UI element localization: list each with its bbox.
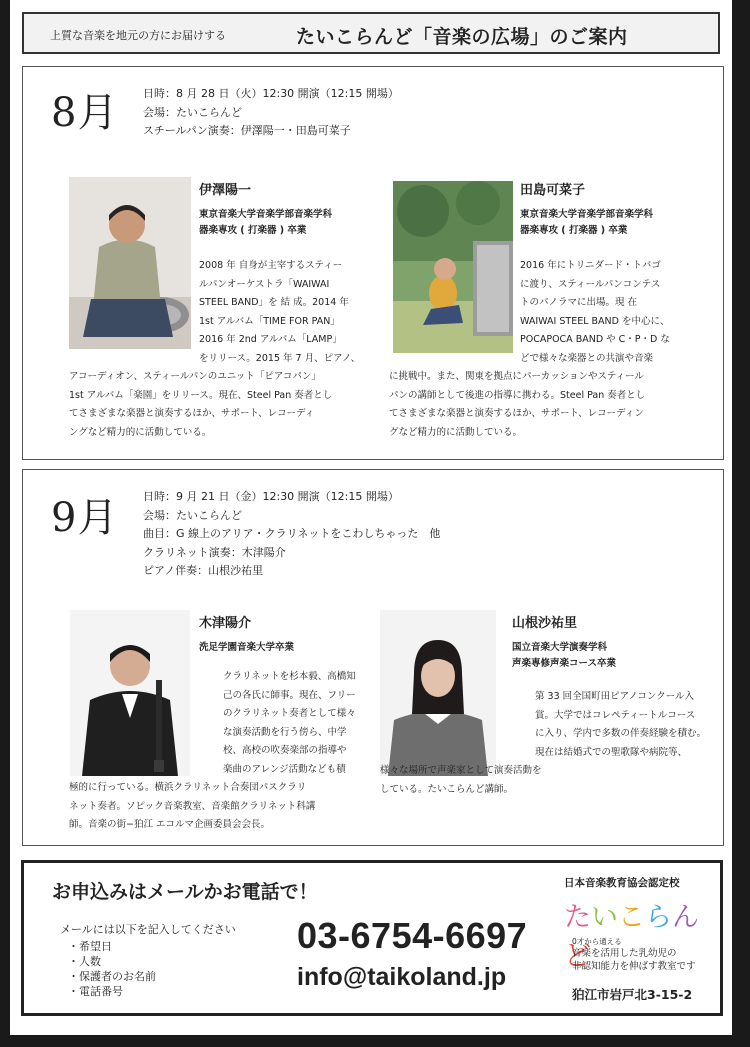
- affiliation-line: 声楽専修声楽コース卒業: [512, 658, 617, 669]
- performer-photo: [380, 610, 496, 776]
- flyer-header: [22, 12, 720, 54]
- bio-line: トのパノラマに出場。現 在: [520, 297, 638, 308]
- bio-line: ネット奏者。ソピック音楽教室、音楽館クラリネット科講: [69, 800, 316, 812]
- bio-line: 1st アルバム「楽園」をリリース。現在、Steel Pan 奏者とし: [69, 389, 333, 401]
- september-section: [22, 469, 724, 846]
- bio-line: グなど精力的に活動している。: [389, 426, 523, 438]
- list-item: ・電話番号: [68, 985, 123, 998]
- logo-char: た: [564, 902, 591, 933]
- event-info: [143, 488, 440, 581]
- logo-char: ら: [645, 902, 672, 933]
- tagline-line: 音楽を活用した乳幼児の: [572, 948, 677, 959]
- affiliation-line: 器楽専攻 ( 打楽器 ) 卒業: [199, 225, 307, 236]
- event-piano: ピアノ伴奏：山根沙祐里: [143, 564, 264, 577]
- bio-line: 2008 年 自身が主宰するスティー: [199, 260, 343, 271]
- bio-line: パンの講師として後進の指導に携わる。Steel Pan 奏者とし: [389, 389, 646, 401]
- month-heading: 8月: [51, 90, 119, 136]
- performer-affiliation: [512, 640, 616, 672]
- school-address: 狛江市岩戸北3-15-2: [572, 987, 693, 1002]
- bio-line: 2016 年にトリニダード・トバゴ: [520, 260, 661, 271]
- performer-bio-continued: [389, 368, 645, 442]
- performer-name: 山根沙祐里: [512, 616, 578, 631]
- month-heading: 9月: [51, 495, 119, 541]
- bio-line: STEEL BAND」を 結 成。2014 年: [199, 297, 349, 308]
- bio-line: している。たいこらんど講師。: [380, 783, 514, 795]
- email-address[interactable]: info@taikoland.jp: [297, 963, 507, 991]
- event-venue: 会場：たいこらんど: [143, 105, 242, 119]
- list-item: ・保護者のお名前: [68, 970, 156, 983]
- affiliation-line: 洗足学園音楽大学卒業: [199, 642, 295, 653]
- performer-bio-continued: [69, 368, 332, 442]
- logo-char: ん: [672, 902, 699, 933]
- bio-line: 校、高校の吹奏楽部の指導や: [223, 745, 347, 756]
- event-performers: スチールパン演奏：伊澤陽一・田島可菜子: [143, 124, 351, 137]
- affiliation-line: 東京音楽大学音楽学部音楽学科: [199, 209, 333, 220]
- bio-line: 師。音楽の街−狛江 エコルマ企画委員会会長。: [69, 819, 270, 830]
- bio-line: アコーディオン、スティールパンのユニット「ピアコパン」: [69, 371, 321, 382]
- performer-bio: [520, 257, 670, 368]
- performer-bio: [223, 668, 356, 779]
- performer-name: 伊澤陽一: [199, 183, 252, 198]
- logo-char: い: [591, 902, 618, 933]
- bio-line: に入り、学内で多数の伴奏経験を積む。: [535, 728, 707, 739]
- bio-line: に挑戦中。また、関東を拠点にパーカッションやスティール: [389, 371, 644, 382]
- bio-line: 己の各氏に師事。現在、フリー: [223, 689, 356, 701]
- bio-line: 2016 年 2nd アルバム「LAMP」: [199, 334, 342, 345]
- header-tagline: 上質な音楽を地元の方にお届けする: [50, 29, 226, 42]
- performer-bio: [199, 257, 360, 368]
- header-title: たいこらんど「音楽の広場」のご案内: [296, 26, 628, 48]
- bio-line: に渡り、スティールパンコンテス: [520, 278, 661, 290]
- bio-line: 楽曲のアレンジ活動なども積: [223, 763, 346, 775]
- event-date: 日時：9 月 21 日（金）12:30 開演（12:15 開場）: [143, 490, 399, 503]
- performer-bio: [535, 688, 706, 762]
- bio-line: どで様々な楽器との共演や音楽: [520, 352, 654, 364]
- bio-line: WAIWAI STEEL BAND を中心に、: [520, 315, 670, 327]
- flyer-page: [10, 0, 732, 1035]
- event-venue: 会場：たいこらんど: [143, 508, 242, 522]
- performer-name: 田島可菜子: [520, 183, 586, 198]
- bio-line: 1st アルバム「TIME FOR PAN」: [199, 315, 340, 327]
- bio-line: クラリネットを杉本毅、高橋知: [223, 671, 356, 682]
- certification-label: 日本音楽教育協会認定校: [564, 877, 680, 889]
- performer-photo: [70, 610, 190, 776]
- affiliation-line: 国立音楽大学演奏学科: [512, 642, 608, 653]
- logo-char: ど: [564, 941, 591, 972]
- bio-line: ルパンオーケストラ「WAIWAI: [199, 278, 330, 290]
- school-tagline: [572, 947, 696, 973]
- performer-photo: [69, 177, 191, 349]
- bio-line: 現在は結婚式での聖歌隊や病院等、: [535, 746, 688, 758]
- list-item: ・希望日: [68, 940, 112, 953]
- bio-line: 第 33 回全国町田ピアノコンクール入: [535, 691, 695, 702]
- bio-line: てさまざまな楽器と演奏するほか、サポート、レコーディン: [389, 408, 644, 419]
- event-program: 曲目：G 線上のアリア・クラリネットをこわしちゃった 他: [143, 527, 441, 540]
- contact-heading: お申込みはメールかお電話で！: [52, 881, 318, 903]
- phone-number[interactable]: 03-6754-6697: [297, 915, 528, 956]
- affiliation-line: 東京音楽大学音楽学部音楽学科: [520, 209, 654, 220]
- bio-line: な演奏活動を行う傍ら、中学: [223, 726, 347, 738]
- tagline-line: 非認知能力を伸ばす教室です: [572, 961, 696, 972]
- event-date: 日時：8 月 28 日（火）12:30 開演（12:15 開場）: [143, 87, 399, 100]
- bio-line: ングなど精力的に活動している。: [69, 426, 212, 438]
- august-section: [22, 66, 724, 460]
- performer-affiliation: [199, 640, 294, 656]
- event-clarinet: クラリネット演奏：木津陽介: [143, 545, 286, 559]
- bio-line: POCAPOCA BAND や C・P・D な: [520, 334, 670, 345]
- bio-line: てさまざまな楽器と演奏するほか、サポート、レコーディ: [69, 408, 315, 419]
- performer-affiliation: [520, 207, 653, 239]
- bio-line: 賞。大学ではコレペティートルコース: [535, 709, 696, 721]
- required-fields-list: [68, 939, 156, 999]
- performer-photo: [393, 181, 513, 353]
- performer-name: 木津陽介: [199, 616, 252, 631]
- age-note: 0才から通える: [572, 937, 622, 946]
- logo-char: こ: [618, 902, 645, 933]
- performer-affiliation: [199, 207, 332, 239]
- bio-line: 極的に行っている。横浜クラリネット合奏団パスクラリ: [69, 782, 307, 793]
- list-item: ・人数: [68, 955, 101, 968]
- contact-footer: [21, 860, 723, 1016]
- bio-line: のクラリネット奏者として様々: [223, 708, 356, 719]
- performer-bio-continued: [69, 779, 315, 835]
- email-instructions: メールには以下を記入してください: [60, 923, 236, 936]
- bio-line: をリリース。2015 年 7 月、ピアノ、: [199, 352, 361, 364]
- performer-bio-continued: [380, 762, 542, 799]
- bio-line: 様々な場所で声楽家として演奏活動を: [380, 765, 542, 776]
- event-info: [143, 85, 399, 141]
- affiliation-line: 器楽専攻 ( 打楽器 ) 卒業: [520, 225, 628, 236]
